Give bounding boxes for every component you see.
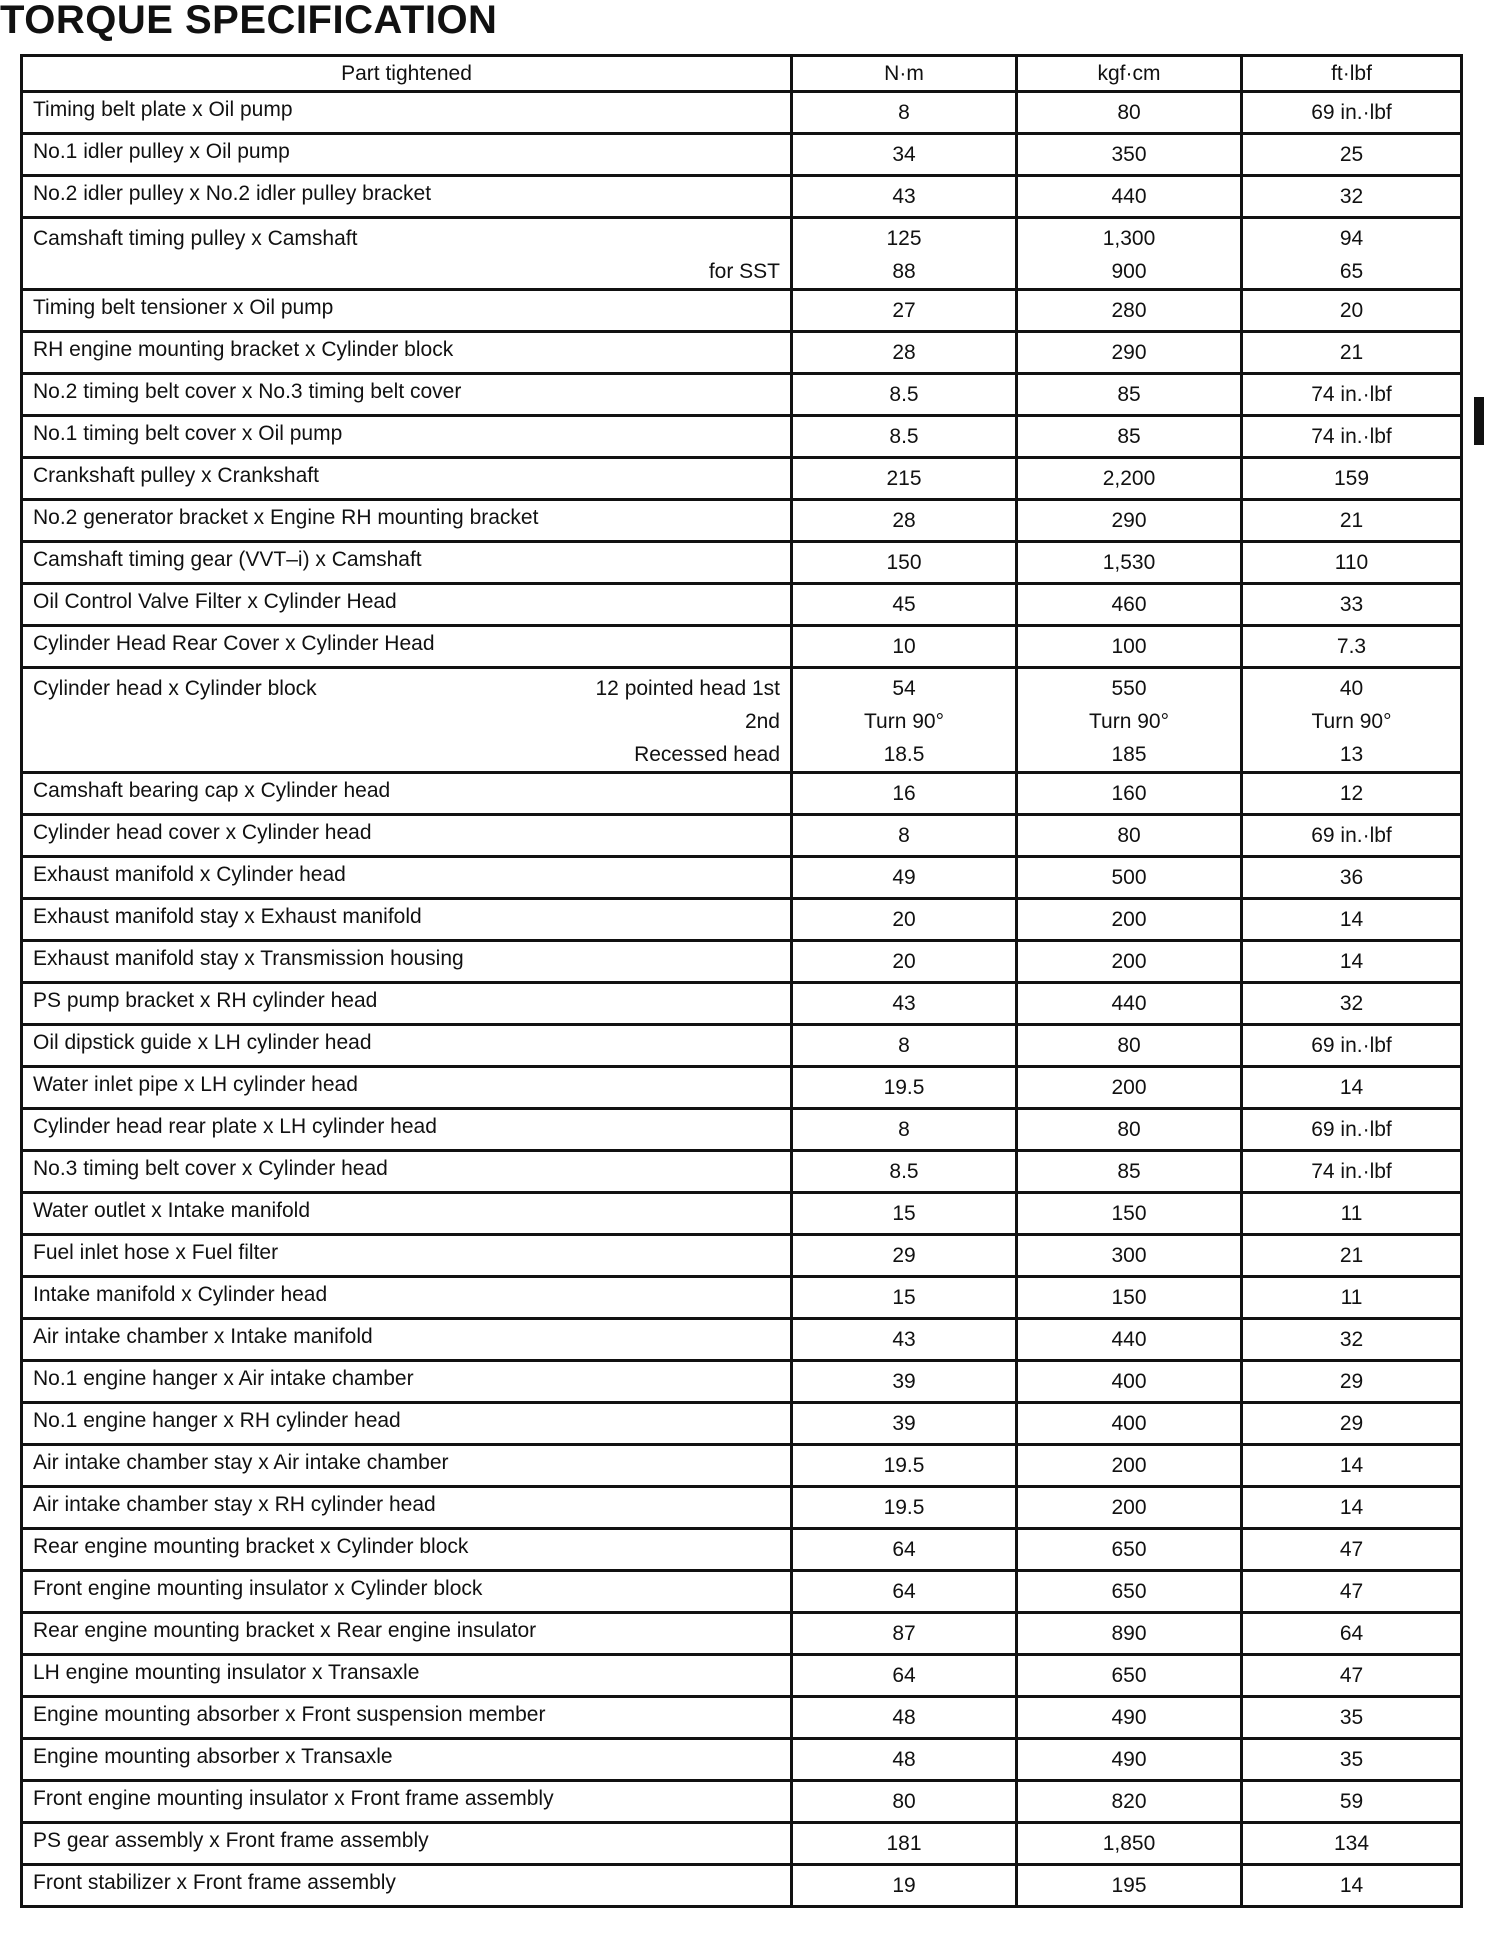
kgf-cell: 80 — [1017, 815, 1242, 857]
part-cell: Rear engine mounting bracket x Rear engine insulator — [22, 1613, 792, 1655]
part-cell: Camshaft timing gear (VVT–i) x Camshaft — [22, 542, 792, 584]
ft-cell: 25 — [1242, 134, 1462, 176]
table-row — [22, 1277, 1462, 1319]
nm-value: 54 — [892, 677, 916, 700]
part-cell: RH engine mounting bracket x Cylinder block — [22, 332, 792, 374]
table-row-camshaft-pulley — [22, 218, 1462, 290]
ft-cell: 14 — [1242, 1445, 1462, 1487]
part-cell: No.1 idler pulley x Oil pump — [22, 134, 792, 176]
part-cell: Fuel inlet hose x Fuel filter — [22, 1235, 792, 1277]
ft-cell: 29 — [1242, 1403, 1462, 1445]
table-row — [22, 1487, 1462, 1529]
part-cell: Front stabilizer x Front frame assembly — [22, 1865, 792, 1907]
kgf-cell — [1017, 218, 1242, 290]
kgf-cell: 280 — [1017, 290, 1242, 332]
nm-cell: 49 — [792, 857, 1017, 899]
nm-cell: 8 — [792, 815, 1017, 857]
page-title: TORQUE SPECIFICATION — [0, 0, 498, 42]
kgf-value: Turn 90° — [1089, 710, 1169, 733]
part-cell: Exhaust manifold x Cylinder head — [22, 857, 792, 899]
nm-cell: 45 — [792, 584, 1017, 626]
table-row — [22, 1361, 1462, 1403]
part-cell: Front engine mounting insulator x Cylinder block — [22, 1571, 792, 1613]
table-row — [22, 815, 1462, 857]
nm-value: Turn 90° — [864, 710, 944, 733]
kgf-cell: 2,200 — [1017, 458, 1242, 500]
part-cell: Oil Control Valve Filter x Cylinder Head — [22, 584, 792, 626]
kgf-cell: 85 — [1017, 416, 1242, 458]
kgf-cell: 300 — [1017, 1235, 1242, 1277]
kgf-cell: 100 — [1017, 626, 1242, 668]
part-cell: Engine mounting absorber x Transaxle — [22, 1739, 792, 1781]
part-cell — [22, 218, 792, 290]
part-condition: 12 pointed head 1st — [595, 677, 780, 700]
ft-cell: 14 — [1242, 1865, 1462, 1907]
part-condition: 2nd — [744, 710, 780, 733]
ft-cell: 59 — [1242, 1781, 1462, 1823]
part-cell: No.1 timing belt cover x Oil pump — [22, 416, 792, 458]
ft-cell: 69 in.·lbf — [1242, 1025, 1462, 1067]
ft-cell: 14 — [1242, 1067, 1462, 1109]
section-tab-mark — [1474, 397, 1484, 445]
kgf-cell: 490 — [1017, 1739, 1242, 1781]
table-row — [22, 416, 1462, 458]
table-row — [22, 983, 1462, 1025]
nm-cell: 8 — [792, 1109, 1017, 1151]
kgf-cell: 160 — [1017, 773, 1242, 815]
part-cell: Rear engine mounting bracket x Cylinder block — [22, 1529, 792, 1571]
ft-cell — [1242, 218, 1462, 290]
table-row — [22, 1403, 1462, 1445]
nm-cell: 28 — [792, 500, 1017, 542]
part-cell: PS pump bracket x RH cylinder head — [22, 983, 792, 1025]
part-cell: Oil dipstick guide x LH cylinder head — [22, 1025, 792, 1067]
part-cell: Water outlet x Intake manifold — [22, 1193, 792, 1235]
table-row — [22, 332, 1462, 374]
nm-cell: 39 — [792, 1361, 1017, 1403]
kgf-cell: 400 — [1017, 1361, 1242, 1403]
part-cell: Exhaust manifold stay x Exhaust manifold — [22, 899, 792, 941]
table-row — [22, 134, 1462, 176]
nm-cell: 10 — [792, 626, 1017, 668]
table-row — [22, 899, 1462, 941]
table-row — [22, 290, 1462, 332]
ft-cell: 69 in.·lbf — [1242, 92, 1462, 134]
nm-cell: 20 — [792, 899, 1017, 941]
kgf-cell: 1,530 — [1017, 542, 1242, 584]
part-cell — [22, 668, 792, 773]
kgf-value: 1,300 — [1102, 227, 1156, 250]
kgf-value: 185 — [1111, 743, 1147, 766]
ft-cell: 69 in.·lbf — [1242, 1109, 1462, 1151]
ft-cell: 14 — [1242, 941, 1462, 983]
table-row — [22, 1529, 1462, 1571]
table-row — [22, 92, 1462, 134]
part-cell: Air intake chamber stay x Air intake chamber — [22, 1445, 792, 1487]
kgf-cell: 200 — [1017, 899, 1242, 941]
ft-cell: 14 — [1242, 899, 1462, 941]
nm-cell — [792, 668, 1017, 773]
ft-cell: 33 — [1242, 584, 1462, 626]
kgf-cell: 460 — [1017, 584, 1242, 626]
kgf-cell: 200 — [1017, 1487, 1242, 1529]
kgf-cell: 440 — [1017, 1319, 1242, 1361]
part-cell: No.3 timing belt cover x Cylinder head — [22, 1151, 792, 1193]
kgf-cell: 85 — [1017, 374, 1242, 416]
ft-cell: 134 — [1242, 1823, 1462, 1865]
nm-cell: 19 — [792, 1865, 1017, 1907]
ft-cell: 74 in.·lbf — [1242, 374, 1462, 416]
nm-cell: 48 — [792, 1697, 1017, 1739]
nm-cell: 39 — [792, 1403, 1017, 1445]
part-cell: Front engine mounting insulator x Front frame assembly — [22, 1781, 792, 1823]
header-kgf: kgf·cm — [1017, 56, 1242, 92]
nm-cell: 215 — [792, 458, 1017, 500]
kgf-cell: 200 — [1017, 1445, 1242, 1487]
ft-cell: 47 — [1242, 1655, 1462, 1697]
header-ft: ft·lbf — [1242, 56, 1462, 92]
part-cell: Crankshaft pulley x Crankshaft — [22, 458, 792, 500]
table-row — [22, 374, 1462, 416]
nm-cell: 34 — [792, 134, 1017, 176]
part-cell: Cylinder Head Rear Cover x Cylinder Head — [22, 626, 792, 668]
kgf-cell: 150 — [1017, 1193, 1242, 1235]
nm-cell: 150 — [792, 542, 1017, 584]
kgf-cell: 650 — [1017, 1655, 1242, 1697]
nm-cell: 8.5 — [792, 416, 1017, 458]
nm-cell: 43 — [792, 1319, 1017, 1361]
kgf-cell: 200 — [1017, 1067, 1242, 1109]
nm-cell: 15 — [792, 1193, 1017, 1235]
part-cell: Exhaust manifold stay x Transmission housing — [22, 941, 792, 983]
kgf-cell: 195 — [1017, 1865, 1242, 1907]
kgf-cell: 350 — [1017, 134, 1242, 176]
ft-cell: 74 in.·lbf — [1242, 1151, 1462, 1193]
kgf-cell: 890 — [1017, 1613, 1242, 1655]
kgf-cell: 1,850 — [1017, 1823, 1242, 1865]
kgf-cell: 490 — [1017, 1697, 1242, 1739]
nm-cell: 29 — [792, 1235, 1017, 1277]
part-name: Cylinder head x Cylinder block — [33, 677, 317, 700]
nm-value: 88 — [892, 260, 916, 283]
nm-cell: 43 — [792, 983, 1017, 1025]
kgf-cell: 80 — [1017, 1109, 1242, 1151]
ft-cell: 47 — [1242, 1529, 1462, 1571]
part-cell: Intake manifold x Cylinder head — [22, 1277, 792, 1319]
nm-cell — [792, 218, 1017, 290]
ft-value: 65 — [1339, 260, 1364, 283]
kgf-cell: 500 — [1017, 857, 1242, 899]
nm-cell: 43 — [792, 176, 1017, 218]
nm-cell: 181 — [792, 1823, 1017, 1865]
nm-cell: 19.5 — [792, 1067, 1017, 1109]
ft-cell: 12 — [1242, 773, 1462, 815]
nm-cell: 8 — [792, 92, 1017, 134]
ft-value: Turn 90° — [1311, 710, 1392, 733]
table-row — [22, 1445, 1462, 1487]
table-row — [22, 1823, 1462, 1865]
ft-cell: 47 — [1242, 1571, 1462, 1613]
kgf-cell: 400 — [1017, 1403, 1242, 1445]
part-cell: Engine mounting absorber x Front suspension member — [22, 1697, 792, 1739]
table-row — [22, 176, 1462, 218]
ft-cell: 110 — [1242, 542, 1462, 584]
part-cell: PS gear assembly x Front frame assembly — [22, 1823, 792, 1865]
part-cell: Cylinder head cover x Cylinder head — [22, 815, 792, 857]
part-cell: No.2 idler pulley x No.2 idler pulley bracket — [22, 176, 792, 218]
ft-cell — [1242, 668, 1462, 773]
nm-cell: 27 — [792, 290, 1017, 332]
nm-cell: 8.5 — [792, 1151, 1017, 1193]
kgf-cell: 290 — [1017, 500, 1242, 542]
table-row-cylinder-head — [22, 668, 1462, 773]
ft-cell: 29 — [1242, 1361, 1462, 1403]
table-row — [22, 1319, 1462, 1361]
ft-cell: 35 — [1242, 1697, 1462, 1739]
table-row — [22, 773, 1462, 815]
ft-cell: 159 — [1242, 458, 1462, 500]
table-row — [22, 941, 1462, 983]
part-condition: Recessed head — [634, 743, 780, 766]
table-row — [22, 857, 1462, 899]
table-row — [22, 500, 1462, 542]
nm-cell: 19.5 — [792, 1487, 1017, 1529]
nm-cell: 87 — [792, 1613, 1017, 1655]
ft-cell: 11 — [1242, 1277, 1462, 1319]
ft-cell: 21 — [1242, 1235, 1462, 1277]
nm-value: 125 — [886, 227, 922, 250]
nm-cell: 8.5 — [792, 374, 1017, 416]
part-cell: No.2 generator bracket x Engine RH mounting bracket — [22, 500, 792, 542]
nm-cell: 8 — [792, 1025, 1017, 1067]
nm-cell: 19.5 — [792, 1445, 1017, 1487]
table-row — [22, 1235, 1462, 1277]
table-row — [22, 1655, 1462, 1697]
kgf-cell: 650 — [1017, 1529, 1242, 1571]
part-cell: Air intake chamber x Intake manifold — [22, 1319, 792, 1361]
kgf-cell: 85 — [1017, 1151, 1242, 1193]
ft-cell: 21 — [1242, 332, 1462, 374]
table-row — [22, 458, 1462, 500]
part-cell: Timing belt tensioner x Oil pump — [22, 290, 792, 332]
ft-cell: 11 — [1242, 1193, 1462, 1235]
table-row — [22, 626, 1462, 668]
nm-cell: 16 — [792, 773, 1017, 815]
ft-value: 13 — [1339, 743, 1364, 766]
ft-cell: 69 in.·lbf — [1242, 815, 1462, 857]
ft-cell: 35 — [1242, 1739, 1462, 1781]
torque-table — [20, 54, 1463, 1908]
nm-cell: 64 — [792, 1571, 1017, 1613]
ft-cell: 32 — [1242, 1319, 1462, 1361]
header-nm: N·m — [792, 56, 1017, 92]
part-cell: No.1 engine hanger x Air intake chamber — [22, 1361, 792, 1403]
kgf-cell: 200 — [1017, 941, 1242, 983]
table-row — [22, 1865, 1462, 1907]
kgf-cell: 440 — [1017, 983, 1242, 1025]
kgf-cell — [1017, 668, 1242, 773]
part-cell: No.1 engine hanger x RH cylinder head — [22, 1403, 792, 1445]
part-cell: Water inlet pipe x LH cylinder head — [22, 1067, 792, 1109]
part-cell: No.2 timing belt cover x No.3 timing belt cover — [22, 374, 792, 416]
ft-value: 94 — [1339, 227, 1364, 250]
kgf-cell: 80 — [1017, 1025, 1242, 1067]
kgf-value: 900 — [1111, 260, 1147, 283]
kgf-cell: 440 — [1017, 176, 1242, 218]
part-cell: Camshaft bearing cap x Cylinder head — [22, 773, 792, 815]
nm-cell: 64 — [792, 1655, 1017, 1697]
table-row — [22, 1697, 1462, 1739]
table-row — [22, 1781, 1462, 1823]
nm-value: 18.5 — [883, 743, 925, 766]
table-row — [22, 1109, 1462, 1151]
kgf-cell: 820 — [1017, 1781, 1242, 1823]
part-name: Camshaft timing pulley x Camshaft — [33, 227, 358, 250]
part-cell: Cylinder head rear plate x LH cylinder head — [22, 1109, 792, 1151]
table-row — [22, 1613, 1462, 1655]
table-row — [22, 1067, 1462, 1109]
nm-cell: 80 — [792, 1781, 1017, 1823]
table-row — [22, 1025, 1462, 1067]
nm-cell: 15 — [792, 1277, 1017, 1319]
nm-cell: 28 — [792, 332, 1017, 374]
ft-cell: 64 — [1242, 1613, 1462, 1655]
nm-cell: 48 — [792, 1739, 1017, 1781]
kgf-value: 550 — [1111, 677, 1147, 700]
kgf-cell: 650 — [1017, 1571, 1242, 1613]
part-cell: Timing belt plate x Oil pump — [22, 92, 792, 134]
table-row — [22, 1193, 1462, 1235]
table-row — [22, 584, 1462, 626]
table-row — [22, 1151, 1462, 1193]
nm-cell: 64 — [792, 1529, 1017, 1571]
part-condition: for SST — [708, 260, 780, 283]
header-row — [22, 56, 1462, 92]
part-cell: Air intake chamber stay x RH cylinder head — [22, 1487, 792, 1529]
ft-cell: 36 — [1242, 857, 1462, 899]
ft-cell: 21 — [1242, 500, 1462, 542]
ft-cell: 14 — [1242, 1487, 1462, 1529]
kgf-cell: 290 — [1017, 332, 1242, 374]
kgf-cell: 80 — [1017, 92, 1242, 134]
header-part: Part tightened — [22, 56, 792, 92]
part-cell: LH engine mounting insulator x Transaxle — [22, 1655, 792, 1697]
nm-cell: 20 — [792, 941, 1017, 983]
kgf-cell: 150 — [1017, 1277, 1242, 1319]
ft-cell: 20 — [1242, 290, 1462, 332]
ft-cell: 74 in.·lbf — [1242, 416, 1462, 458]
ft-cell: 32 — [1242, 176, 1462, 218]
table-row — [22, 1571, 1462, 1613]
ft-cell: 32 — [1242, 983, 1462, 1025]
ft-value: 40 — [1339, 677, 1364, 700]
table-row — [22, 542, 1462, 584]
table-row — [22, 1739, 1462, 1781]
ft-cell: 7.3 — [1242, 626, 1462, 668]
